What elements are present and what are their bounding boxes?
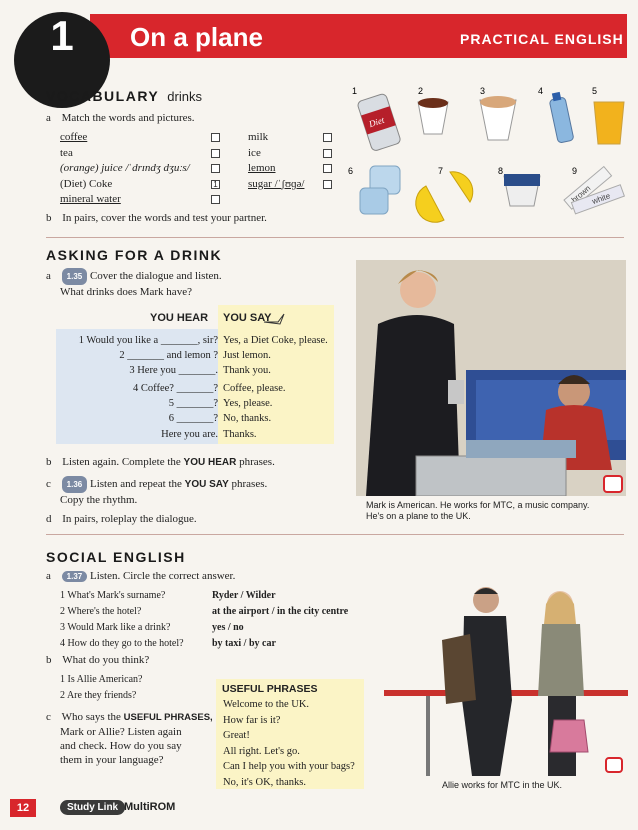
speech-arrow-icon — [262, 308, 288, 328]
task-text: What drinks does Mark have? — [60, 286, 192, 298]
asking-heading: ASKING FOR A DRINK — [46, 247, 223, 263]
say-line: Thanks. — [223, 429, 257, 440]
match-checkbox[interactable] — [323, 180, 332, 189]
hear-line: 2 _______ and lemon ? — [119, 350, 218, 361]
task-letter: a — [46, 270, 51, 282]
picture-number: 1 — [352, 86, 358, 96]
asking-task-b — [46, 456, 275, 468]
svg-text:white: white — [590, 191, 612, 207]
section-divider — [46, 237, 624, 238]
match-checkbox[interactable] — [323, 149, 332, 158]
hear-line: 5 _______? — [168, 398, 218, 409]
lemon-picture — [416, 172, 473, 222]
task-text: phrases. — [228, 478, 268, 490]
useful-phrase: All right. Let's go. — [223, 745, 300, 757]
task-text: Listen and repeat the — [89, 478, 185, 490]
say-line: Yes, a Diet Coke, please. — [223, 335, 328, 346]
social-task-b — [46, 654, 149, 666]
ice-picture — [360, 166, 400, 214]
hear-line: 6 _______? — [168, 413, 218, 424]
social-heading: SOCIAL ENGLISH — [46, 549, 186, 565]
vocabulary-heading: VOCABULARY — [46, 88, 160, 104]
task-text: In pairs, roleplay the dialogue. — [62, 513, 197, 525]
match-checkbox[interactable] — [323, 164, 332, 173]
word-text: ice — [248, 146, 261, 159]
section-label: PRACTICAL ENGLISH — [460, 31, 624, 47]
think-question: 1 Is Allie American? — [60, 674, 143, 685]
useful-phrases-list — [223, 697, 355, 790]
picture-number: 2 — [418, 86, 424, 96]
useful-phrase: Can I help you with your bags? — [223, 761, 355, 772]
audio-track-badge[interactable]: 1.36 — [62, 476, 88, 493]
study-link-badge[interactable]: Study Link — [60, 800, 125, 815]
word-item — [248, 161, 332, 177]
task-text-bold: YOU SAY — [184, 479, 229, 490]
asking-task-a — [46, 268, 222, 300]
match-checkbox[interactable] — [323, 133, 332, 142]
caption-line: He's on a plane to the UK. — [366, 511, 471, 521]
word-item — [248, 146, 332, 162]
picture-number: 5 — [592, 86, 598, 96]
question: 4 How do they go to the hotel? — [60, 638, 184, 649]
match-checkbox[interactable] — [211, 164, 220, 173]
tea-cup-picture — [418, 98, 448, 134]
photo-caption-allie: Allie works for MTC in the UK. — [442, 780, 563, 790]
match-checkbox[interactable] — [211, 133, 220, 142]
you-hear-label: YOU HEAR — [150, 312, 209, 324]
page-number: 12 — [16, 802, 30, 814]
hear-line: Here you are. — [161, 429, 218, 440]
task-text: Mark or Allie? Listen again — [60, 726, 182, 738]
vocabulary-subheading: drinks — [167, 89, 202, 104]
milk-pot-picture — [504, 174, 540, 206]
social-task-c — [46, 710, 213, 767]
caption-line: Mark is American. He works for MTC, a music company. — [366, 500, 590, 510]
task-text-bold: USEFUL PHRASES, — [123, 712, 213, 723]
word-item — [60, 161, 220, 177]
answer-options[interactable]: Ryder / Wilder — [212, 590, 276, 601]
asking-task-d — [46, 513, 197, 525]
word-text: milk — [248, 131, 269, 143]
task-letter: b — [46, 212, 52, 224]
task-text: Listen. Circle the correct answer. — [89, 570, 236, 582]
answer-options[interactable]: by taxi / by car — [212, 638, 276, 649]
question: 3 Would Mark like a drink? — [60, 622, 171, 633]
word-item — [60, 192, 220, 208]
think-list — [60, 672, 142, 704]
word-list-left — [60, 130, 220, 208]
word-text: sugar /ˈʃʊɡə/ — [248, 177, 305, 190]
task-letter: d — [46, 513, 52, 525]
task-text: Cover the dialogue and listen. — [89, 270, 222, 282]
word-text: mineral water — [60, 193, 121, 205]
audio-track-badge[interactable]: 1.37 — [62, 571, 88, 582]
picture-number: 4 — [538, 86, 544, 96]
task-text: In pairs, cover the words and test your partner. — [62, 212, 267, 224]
svg-text:Diet: Diet — [367, 114, 386, 130]
match-checkbox[interactable]: 1 — [211, 180, 220, 189]
word-text: lemon — [248, 162, 276, 174]
social-task-a — [46, 570, 235, 582]
answer-options[interactable]: at the airport / in the city centre — [212, 606, 349, 617]
audio-track-badge[interactable]: 1.35 — [62, 268, 88, 285]
vocab-task-a — [46, 112, 195, 124]
word-text: (orange) juice /ˈdrɪndʒ dʒuːs/ — [60, 162, 190, 174]
you-say-label: YOU SAY — [223, 312, 272, 324]
useful-phrase: How far is it? — [223, 714, 281, 726]
task-text: Copy the rhythm. — [60, 494, 138, 506]
useful-phrase: No, it's OK, thanks. — [223, 776, 306, 788]
task-text: What do you think? — [62, 654, 150, 666]
task-letter: a — [46, 570, 51, 582]
task-text: them in your language? — [60, 754, 164, 766]
orange-juice-picture — [594, 102, 624, 144]
word-item — [60, 177, 220, 193]
task-letter: b — [46, 654, 52, 666]
word-item — [60, 146, 220, 162]
say-line: Just lemon. — [223, 350, 271, 361]
task-text: Listen again. Complete the — [62, 456, 184, 468]
task-letter: c — [46, 478, 51, 490]
question-list — [60, 588, 184, 652]
picture-number: 8 — [498, 166, 504, 176]
multirom-label: MultiROM — [124, 801, 176, 813]
flight-attendant-photo — [356, 260, 626, 496]
section-divider — [46, 534, 624, 535]
task-letter: b — [46, 456, 52, 468]
word-text: coffee — [60, 131, 88, 143]
hear-line: 1 Would you like a _______, sir? — [78, 335, 218, 346]
diet-coke-can-picture — [357, 93, 402, 152]
match-checkbox[interactable] — [211, 149, 220, 158]
question: 2 Where's the hotel? — [60, 606, 142, 617]
say-line: Coffee, please. — [223, 383, 286, 394]
task-text: Match the words and pictures. — [61, 112, 195, 124]
unit-number: 1 — [50, 12, 74, 59]
hear-line: 4 Coffee? _______? — [133, 383, 218, 394]
task-text: Who says the — [61, 711, 124, 723]
say-line: Thank you. — [223, 365, 271, 376]
vocab-task-b — [46, 212, 267, 224]
question: 1 What's Mark's surname? — [60, 590, 166, 601]
vocabulary-section — [46, 88, 202, 106]
useful-phrase: Welcome to the UK. — [223, 699, 310, 710]
task-text: phrases. — [236, 456, 275, 468]
say-line: No, thanks. — [223, 413, 272, 424]
picture-number: 9 — [572, 166, 578, 176]
task-text: and check. How do you say — [60, 740, 182, 752]
word-item — [248, 177, 332, 193]
task-letter: a — [46, 112, 51, 124]
word-item — [248, 130, 332, 146]
word-list-right — [248, 130, 332, 192]
word-text: tea — [60, 146, 73, 159]
handshake-photo — [384, 580, 628, 776]
picture-number: 7 — [438, 166, 444, 176]
task-letter: c — [46, 711, 51, 723]
photo-caption-mark — [366, 500, 589, 522]
svg-text:brown: brown — [569, 183, 593, 205]
page-title: On a plane — [130, 22, 263, 52]
coffee-cup-picture — [480, 96, 516, 140]
hear-line: 3 Here you _______. — [129, 365, 218, 376]
say-line: Yes, please. — [223, 398, 273, 409]
match-checkbox[interactable] — [211, 195, 220, 204]
word-text: (Diet) Coke — [60, 177, 113, 190]
answer-list — [212, 588, 348, 652]
think-question: 2 Are they friends? — [60, 690, 137, 701]
answer-options[interactable]: yes / no — [212, 622, 244, 633]
drinks-pictures — [340, 82, 630, 232]
word-item — [60, 130, 220, 146]
useful-phrase: Great! — [223, 730, 250, 741]
useful-phrases-heading: USEFUL PHRASES — [222, 683, 318, 695]
water-bottle-picture — [548, 91, 574, 143]
picture-number: 6 — [348, 166, 354, 176]
picture-number: 3 — [480, 86, 486, 96]
task-text-bold: YOU HEAR — [183, 457, 237, 468]
asking-task-c — [46, 476, 267, 508]
